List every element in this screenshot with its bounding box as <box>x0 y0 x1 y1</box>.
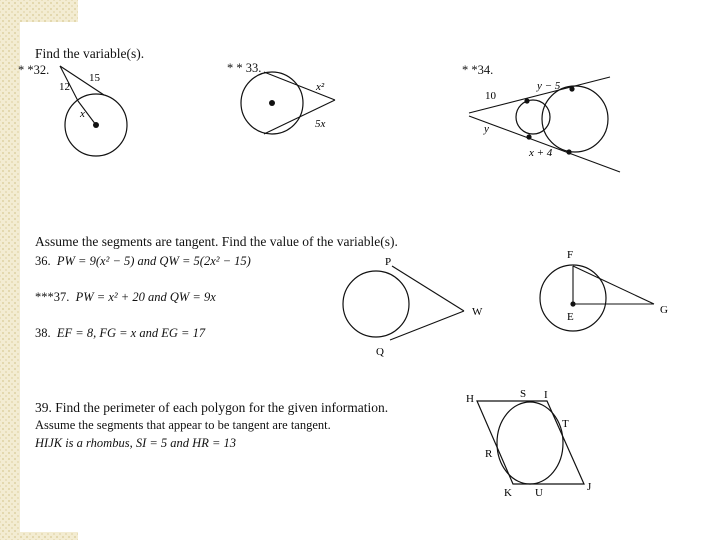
problem-39-line3: HIJK is a rhombus, SI = 5 and HR = 13 <box>35 436 237 450</box>
vertex-j-label: J <box>587 481 592 493</box>
problem-37-text: PW = x² + 20 and QW = 9x <box>75 290 216 304</box>
problem-39-line2: Assume the segments that appear to be tangent are tangent. <box>35 418 331 432</box>
point-s-label: S <box>520 388 527 400</box>
p34-label-10: 10 <box>485 90 496 102</box>
figure-rhombus-hijk <box>466 388 592 499</box>
problem-38-number: 38. <box>35 326 51 340</box>
point-u-label: U <box>535 487 543 499</box>
point-e-label: E <box>567 311 574 323</box>
vertex-h-label: H <box>466 393 474 405</box>
p32-label-x: x <box>80 108 85 120</box>
p34-label-x4: x + 4 <box>529 147 553 159</box>
point-w-label: W <box>472 306 483 318</box>
inscribed-circle <box>497 402 563 484</box>
point-t-label: T <box>562 418 569 430</box>
problem-39-line1: 39. Find the perimeter of each polygon for the given information. <box>35 400 389 415</box>
rhombus-hijk <box>477 401 584 484</box>
point-r-label: R <box>485 448 493 460</box>
problem-36-number: 36. <box>35 254 51 268</box>
point-f-label: F <box>567 249 574 261</box>
section2-heading: Assume the segments are tangent. Find the value of the variable(s). <box>35 234 398 249</box>
problem-33-number: * * 33. <box>227 61 262 75</box>
problem-34-number: * *34. <box>462 63 494 77</box>
vertex-i-label: I <box>544 389 548 401</box>
point-p-label: P <box>385 256 392 268</box>
p32-label-15: 15 <box>89 72 100 84</box>
section1-heading: Find the variable(s). <box>35 46 145 61</box>
p34-label-y5: y − 5 <box>537 80 561 92</box>
problem-36-text: PW = 9(x² − 5) and QW = 5(2x² − 15) <box>56 254 251 268</box>
p33-label-x2: x² <box>316 81 325 93</box>
problem-37-number: ***37. <box>35 290 70 304</box>
p34-label-y: y <box>484 123 489 135</box>
point-g-label: G <box>660 304 668 316</box>
vertex-k-label: K <box>504 487 512 499</box>
problem-38-text: EF = 8, FG = x and EG = 17 <box>56 326 206 340</box>
point-q-label: Q <box>376 346 384 358</box>
p32-label-12: 12 <box>59 81 70 93</box>
problem-32-number: * *32. <box>18 63 50 77</box>
p33-label-5x: 5x <box>315 118 326 130</box>
